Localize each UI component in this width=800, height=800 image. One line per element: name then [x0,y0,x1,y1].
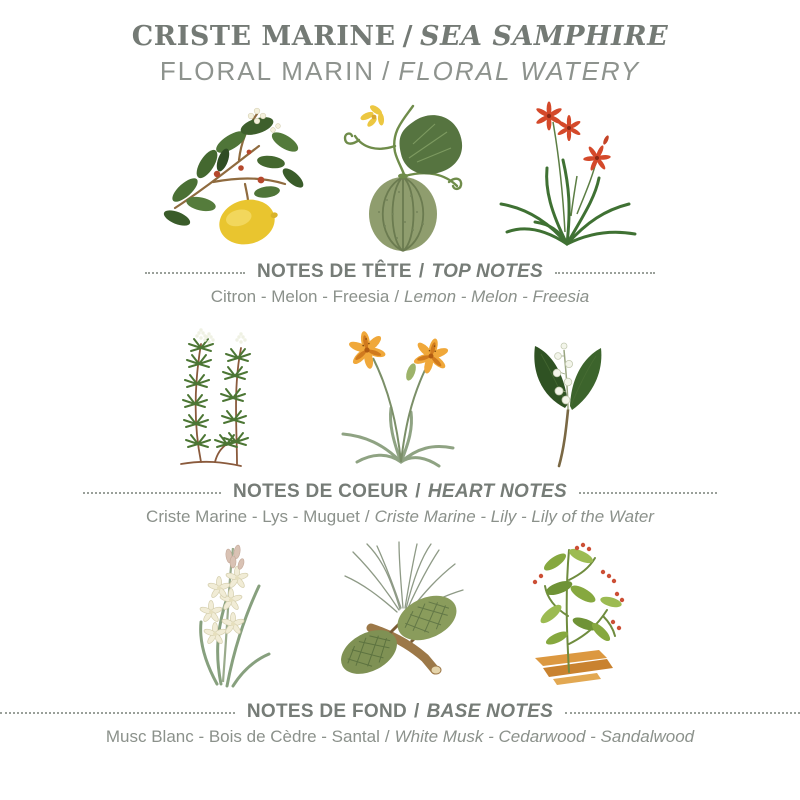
lily-of-the-valley-illustration [485,316,655,474]
heading-english: TOP NOTES [431,261,543,282]
subtitle-french: FLORAL MARIN [159,56,376,86]
illustration-cell [145,536,315,694]
heading-french: NOTES DE FOND [246,701,408,722]
base-notes-section [0,536,800,748]
heart-notes-section [0,316,800,528]
heading-separator: / [415,481,421,502]
notes-french: Citron - Melon - Freesia [210,287,390,306]
heart-notes-heading [233,480,567,504]
subtitle-english: FLORAL WATERY [398,56,641,86]
base-notes-illustrations [0,536,800,694]
heading-separator: / [414,701,420,722]
illustration-cell [315,536,485,694]
subtitle-separator: / [382,56,392,86]
notes-english: Criste Marine - Lily - Lily of the Water [374,507,654,526]
top-notes-illustrations [0,96,800,254]
top-notes-heading [257,260,543,284]
lemon-branch-illustration [145,96,315,254]
melon-illustration [315,96,485,254]
illustration-cell [485,536,655,694]
heart-notes-illustrations [0,316,800,474]
criste-marine-samphire-illustration [145,316,315,474]
heading-english: HEART NOTES [427,481,567,502]
top-notes-list [0,286,800,308]
heading-separator: / [418,261,425,282]
illustration-cell [485,316,655,474]
top-notes-heading-row [0,260,800,284]
notes-french: Criste Marine - Lys - Muguet [146,507,360,526]
lily-illustration [315,316,485,474]
dotted-rule-right [579,492,717,494]
cedar-branch-cones-illustration [315,536,485,694]
dotted-rule-right [565,712,800,714]
notes-separator: / [394,287,400,306]
notes-separator: / [364,507,370,526]
illustration-cell [145,316,315,474]
heading-english: BASE NOTES [426,701,554,722]
illustration-cell [315,316,485,474]
page-subtitle [0,54,800,88]
notes-french: Musc Blanc - Bois de Cèdre - Santal [105,727,380,746]
sandalwood-illustration [485,536,655,694]
illustration-cell [145,96,315,254]
heart-notes-heading-row [0,480,800,504]
base-notes-heading-row [0,700,800,724]
base-notes-heading [247,700,553,724]
title-separator: / [402,21,413,52]
illustration-cell [315,96,485,254]
title-english: SEA SAMPHIRE [419,21,669,52]
dotted-rule-right [555,272,655,274]
freesia-illustration [485,96,655,254]
heading-french: NOTES DE COEUR [233,481,409,502]
tuberose-white-musk-illustration [145,536,315,694]
top-notes-section [0,96,800,308]
heart-notes-list [0,506,800,528]
page-title [0,20,800,54]
notes-english: Lemon - Melon - Freesia [404,287,590,306]
illustration-cell [485,96,655,254]
heading-french: NOTES DE TÊTE [257,261,412,282]
title-french: CRISTE MARINE [131,21,396,52]
dotted-rule-left [0,712,235,714]
header [0,20,800,88]
base-notes-list [0,726,800,748]
notes-separator: / [384,727,390,746]
dotted-rule-left [145,272,245,274]
dotted-rule-left [83,492,221,494]
notes-english: White Musk - Cedarwood - Sandalwood [394,727,695,746]
